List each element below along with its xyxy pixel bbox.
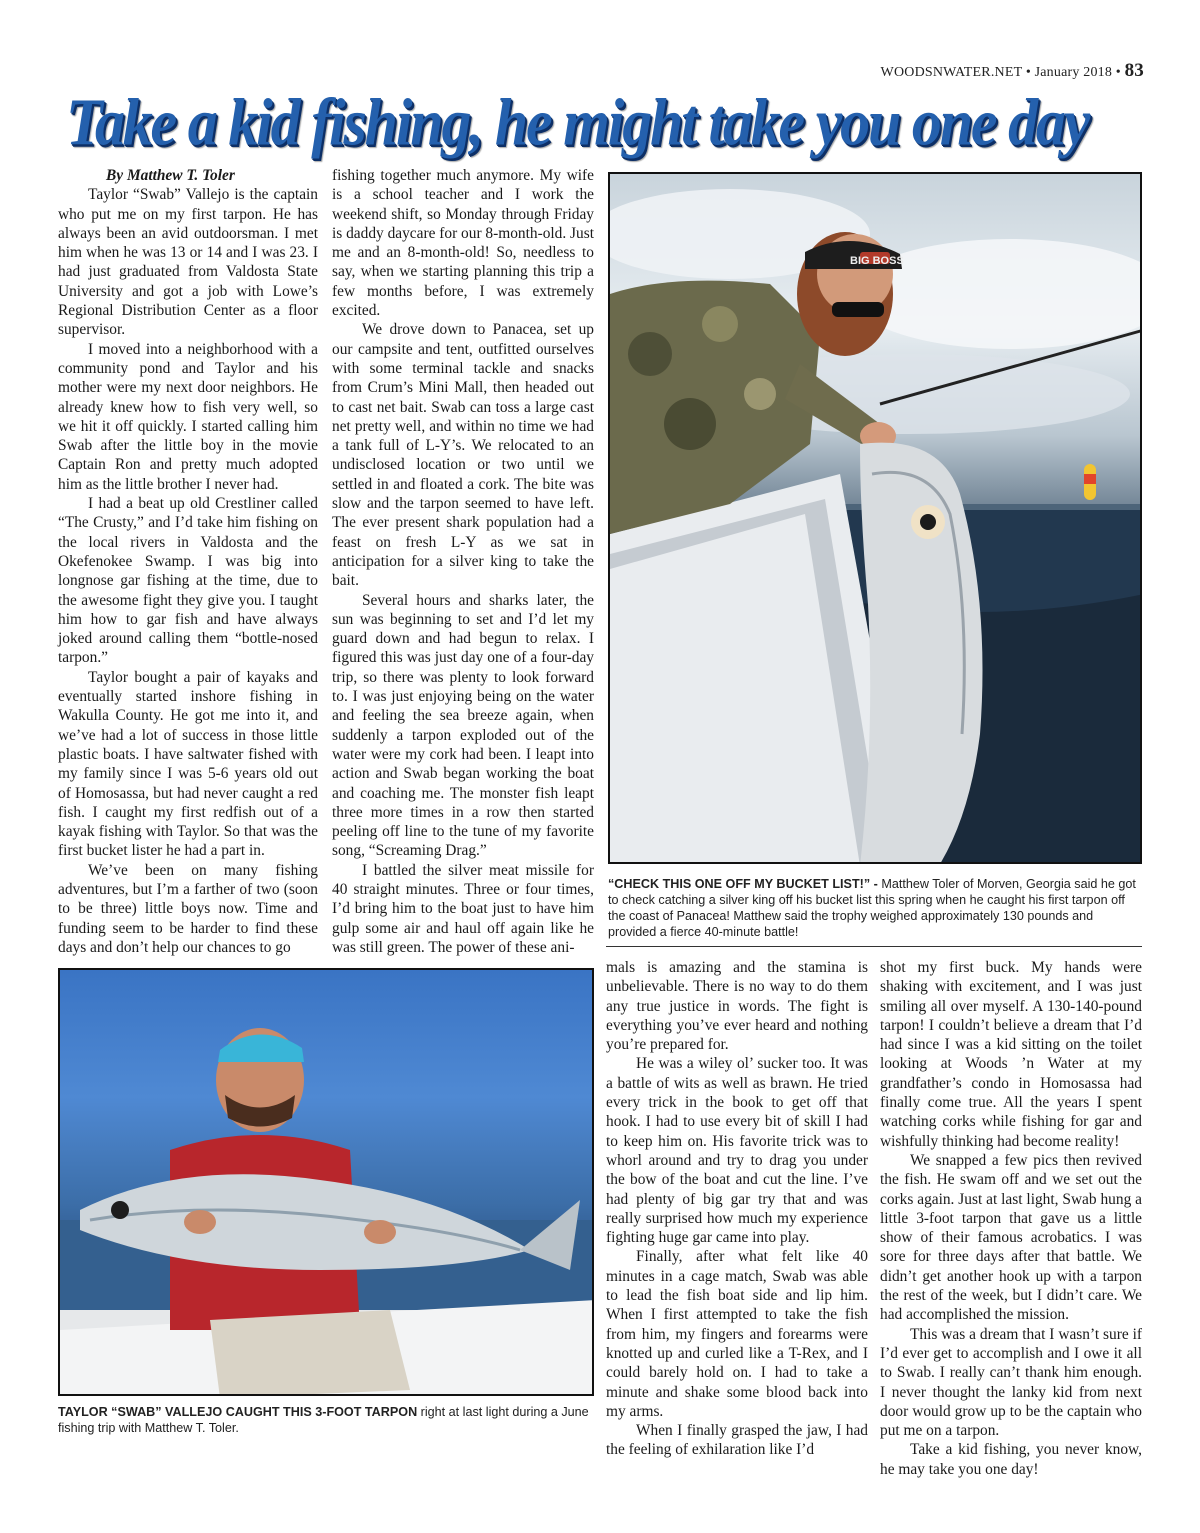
paragraph: We drove down to Panacea, set up our campsite and tent, outfitted ourselves with some terminal tackle and snacks from Crum’s Mini Mall, then headed out to cast net bait. Swab can toss a large cast net pretty well, and within no time we had a tank full of L-Y’s. We relocated to an undisclosed location or two until we settled in and floated a cork. The bite was slow and the tarpon seemed to have left. The ever present shark population had a feast on fresh L-Y as we sat in anticipation for a silver king to take the bait. [332, 321, 594, 590]
headline: Take a kid fishing, he might take you one day [66, 85, 1089, 160]
caption-divider [606, 946, 1142, 947]
caption-main-photo [608, 876, 1142, 940]
paragraph: We’ve been on many fishing adventures, but I’m a farther of two (soon to be three) little boys now. Time and funding seem to be harder to find these days and don’t help our chances to go [58, 861, 318, 956]
paragraph: We snapped a few pics then revived the fish. He swam off and we set out the corks again. Just at last light, Swab hung a little 3-foot tarpon that gave us a little show of their famous acrobatics. I was sore for three days after that battle. We didn’t get another hook up with a tarpon the rest of the week, but I didn’t care. We had accomplished the mission. [880, 1151, 1142, 1324]
folio-separator: • [1025, 65, 1031, 80]
caption-lower-photo [58, 1404, 598, 1436]
paragraph: shot my first buck. My hands were shaking with excitement, and I was just smiling all over myself. A 130-140-pound tarpon! I couldn’t believe a dream that I’d had since I was a kid sitting on the toilet looking at Woods ’n Water at my grandfather’s condo in Homosassa had finally come true. All the years I spent watching corks while fishing for gar and wishfully thinking had become reality! [880, 959, 1142, 1150]
article-column-3 [606, 958, 868, 1460]
paragraph: mals is amazing and the stamina is unbelievable. There is no way to do them any true justice in words. The fight is everything you’ve ever heard and nothing you’re prepared for. [606, 959, 868, 1054]
photo-illustration-lower [60, 970, 594, 1396]
photo-kid-with-tarpon [58, 968, 594, 1396]
caption-text: Matthew Toler of Morven, Georgia said he got to check catching a silver king off his bucket list this spring when he caught his first tarpon off the coast of Panacea! Matthew said the trophy weighed approximately 130 pounds and provided a fierce 40-minute battle! [608, 877, 1136, 939]
paragraph: I had a beat up old Crestliner called “The Crusty,” and I’d take him fishing on the local rivers in Valdosta and the Okefenokee Swamp. I was big into longnose gar fishing at the time, due to the awesome fight they give you. I taught him how to gar fish and have always joked around calling them “bottle-nosed tarpon.” [58, 495, 318, 667]
issue-date: January 2018 [1034, 65, 1113, 80]
caption-lead: TAYLOR “SWAB” VALLEJO CAUGHT THIS 3-FOOT TARPON [58, 1405, 418, 1419]
page-folio [881, 60, 1144, 82]
byline: By Matthew T. Toler [106, 167, 235, 184]
paragraph: When I finally grasped the jaw, I had the feeling of exhilaration like I’d [606, 1422, 868, 1459]
photo-illustration [610, 174, 1142, 864]
cap-logo-text: BIG BOSS [850, 255, 904, 267]
paragraph: He was a wiley ol’ sucker too. It was a battle of wits as well as brawn. He tried every trick in the book to get off that hook. I had to use every bit of skill I had to keep him on. His favorite trick was to whorl around and try to drag you under the bow of the boat and cut the line. I’ve had plenty of big gar try that and was really surprised how much my experience fighting huge gar came into play. [606, 1055, 868, 1247]
paragraph: Several hours and sharks later, the sun was beginning to set and I’d let my guard down and had begun to relax. I figured this was just day one of a four-day trip, so there was plenty to look forward to. I was just enjoying being on the water and feeling the sea breeze again, when suddenly a tarpon exploded out of the water were my cork had been. I leapt into action and Swab began working the boat and coaching me. The monster fish leapt three more times in a row then started peeling off line to the tune of my favorite song, “Screaming Drag.” [332, 591, 594, 860]
page-number: 83 [1124, 60, 1144, 81]
paragraph: I battled the silver meat missile for 40 straight minutes. Three or four times, I’d bring him to the boat just to have him gulp some air and haul off again like he was still green. The power of these ani- [332, 861, 594, 956]
paragraph: Take a kid fishing, you never know, he may take you one day! [880, 1441, 1142, 1478]
photo-angler-with-tarpon [608, 172, 1142, 864]
folio-separator-2: • [1115, 65, 1121, 80]
paragraph: Finally, after what felt like 40 minutes in a cage match, Swab was able to lead the fish boat side and lip him. When I first attempted to take the fish from him, my fingers and forearms were knotted up and curled like a T-Rex, and I could barely hold on. I had to take a minute and shake some blood back into my arms. [606, 1248, 868, 1420]
site-name: WOODSNWATER.NET [880, 65, 1023, 80]
paragraph: This was a dream that I wasn’t sure if I’d ever get to accomplish and I owe it all to Swab. I really can’t thank him enough. I never thought the lanky kid from next door would grow up to be the captain who put me on a tarpon. [880, 1325, 1142, 1440]
article-column-2 [332, 166, 594, 957]
paragraph: I moved into a neighborhood with a community pond and Taylor and his mother were my next door neighbors. He already knew how to fish very well, so we hit it off quickly. I started calling him Swab after the little boy in the movie Captain Ron and pretty much adopted him as the little brother I never had. [58, 340, 318, 493]
article-column-4 [880, 958, 1142, 1479]
caption-text: right at last light during a June fishing trip with Matthew T. Toler. [58, 1405, 589, 1435]
article-column-1 [58, 166, 318, 957]
paragraph: Taylor bought a pair of kayaks and eventually started inshore fishing in Wakulla County. He got me into it, and we’ve had a lot of success in those little plastic boats. I have saltwater fished with my family since I was 5-6 years old out of Homosassa, but had never caught a red fish. I caught my first redfish out of a kayak fishing with Taylor. So that was the first bucket lister he had a part in. [58, 668, 318, 860]
caption-lead: “CHECK THIS ONE OFF MY BUCKET LIST!” - [608, 877, 878, 891]
paragraph: fishing together much anymore. My wife is a school teacher and I work the weekend shift, so Monday through Friday is daddy daycare for our 8-month-old. Just me and an 8-month-old! So, needless to say, when we starting planning this trip a few months before, I was extremely excited. [332, 167, 595, 320]
paragraph: Taylor “Swab” Vallejo is the captain who put me on my first tarpon. He has always been an avid outdoorsman. I met him when he was 13 or 14 and I was 23. I had just graduated from Valdosta State University and got a job with Lowe’s Regional Distribution Center as a floor supervisor. [58, 186, 318, 339]
